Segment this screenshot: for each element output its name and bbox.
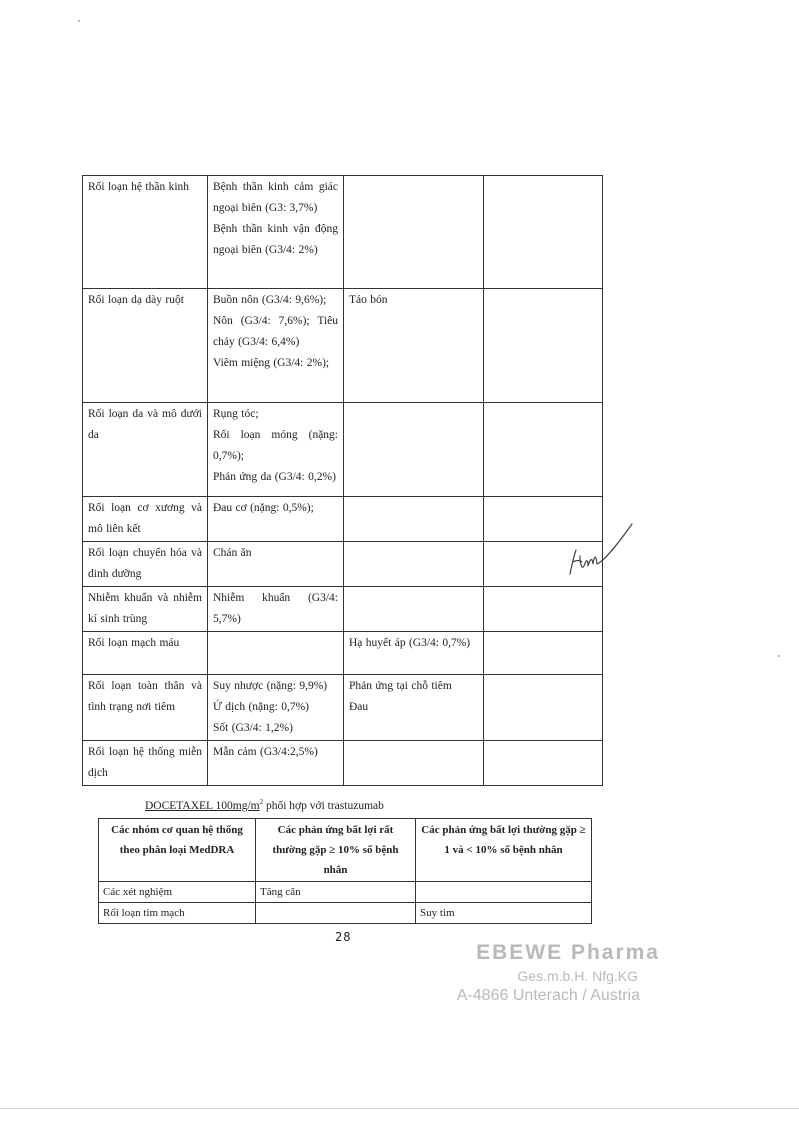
organ-class-cell: Rối loạn da và mô dưới da: [83, 403, 208, 497]
very-common-cell: Đau cơ (nặng: 0,5%);: [208, 497, 344, 542]
table-row: [83, 403, 603, 497]
scan-speck: [78, 20, 80, 22]
common-cell: [416, 882, 592, 903]
organ-class-cell: Rối loạn tim mạch: [99, 903, 256, 924]
very-common-cell: Buồn nôn (G3/4: 9,6%); Nôn (G3/4: 7,6%); Tiêu chảy (G3/4: 6,4%) Viêm miệng (G3/4: 2%);: [208, 289, 344, 403]
stamp-address: A-4866 Unterach / Austria: [456, 987, 640, 1004]
table-row: [83, 741, 603, 786]
organ-class-cell: Rối loạn chuyển hóa và dinh dưỡng: [83, 542, 208, 587]
very-common-cell: Bệnh thần kinh cảm giác ngoại biên (G3: 3,7%) Bệnh thần kinh vận động ngoại biên (G3/4: 2%): [208, 176, 344, 289]
organ-class-cell: Rối loạn hệ thống miễn dịch: [83, 741, 208, 786]
very-common-cell: Mẫn cảm (G3/4:2,5%): [208, 741, 344, 786]
scan-speck: [778, 655, 780, 657]
caption-drug-dose: DOCETAXEL 100mg/m: [145, 799, 260, 812]
organ-class-cell: Rối loạn hệ thần kinh: [83, 176, 208, 289]
organ-class-cell: Rối loạn toàn thân và tình trạng nơi tiêm: [83, 675, 208, 741]
very-common-cell: [256, 903, 416, 924]
table-row: [83, 587, 603, 632]
table-row: [99, 882, 592, 903]
table-row: [83, 497, 603, 542]
common-cell: Suy tim: [416, 903, 592, 924]
very-common-cell: Suy nhược (nặng: 9,9%) Ứ dịch (nặng: 0,7%) Sốt (G3/4: 1,2%): [208, 675, 344, 741]
company-stamp: [440, 940, 660, 1006]
table-header-row: [99, 819, 592, 882]
table-row: [83, 289, 603, 403]
table-row: [99, 903, 592, 924]
common-cell: [344, 497, 484, 542]
table-row: [83, 675, 603, 741]
scan-edge-line: [0, 1108, 799, 1109]
uncommon-cell: [484, 176, 603, 289]
very-common-cell: Nhiễm khuẩn (G3/4: 5,7%): [208, 587, 344, 632]
common-cell: [344, 542, 484, 587]
adverse-reactions-table: [82, 175, 603, 786]
caption-combination: phối hợp với trastuzumab: [263, 799, 384, 812]
trastuzumab-adverse-reactions-table: [98, 818, 592, 924]
common-cell: Phản ứng tại chỗ tiêm Đau: [344, 675, 484, 741]
page-number: 28: [335, 930, 352, 944]
caption-superscript: 2: [259, 798, 264, 806]
table-row: [83, 542, 603, 587]
uncommon-cell: [484, 403, 603, 497]
common-cell: [344, 587, 484, 632]
stamp-company-form: Ges.m.b.H. Nfg.KG: [517, 968, 638, 984]
very-common-cell: Tăng cân: [256, 882, 416, 903]
header-common: Các phản ứng bất lợi thường gặp ≥ 1 và < 10% số bệnh nhân: [416, 819, 592, 882]
uncommon-cell: [484, 587, 603, 632]
common-cell: [344, 741, 484, 786]
uncommon-cell: [484, 289, 603, 403]
uncommon-cell: [484, 675, 603, 741]
handwritten-signature: [566, 520, 636, 580]
stamp-company-name: EBEWE Pharma: [476, 941, 660, 964]
table-caption: [145, 798, 384, 812]
common-cell: Táo bón: [344, 289, 484, 403]
organ-class-cell: Rối loạn dạ dày ruột: [83, 289, 208, 403]
very-common-cell: Rụng tóc; Rối loạn móng (nặng: 0,7%); Phản ứng da (G3/4: 0,2%): [208, 403, 344, 497]
uncommon-cell: [484, 632, 603, 675]
common-cell: [344, 176, 484, 289]
organ-class-cell: Các xét nghiệm: [99, 882, 256, 903]
very-common-cell: [208, 632, 344, 675]
uncommon-cell: [484, 741, 603, 786]
table-row: [83, 176, 603, 289]
header-very-common: Các phản ứng bất lợi rất thường gặp ≥ 10% số bệnh nhân: [256, 819, 416, 882]
table-row: [83, 632, 603, 675]
header-organ-class: Các nhóm cơ quan hệ thống theo phân loại MedDRA: [99, 819, 256, 882]
common-cell: [344, 403, 484, 497]
adverse-reactions-table-body: [83, 176, 603, 786]
organ-class-cell: Nhiễm khuẩn và nhiễm kí sinh trùng: [83, 587, 208, 632]
very-common-cell: Chán ăn: [208, 542, 344, 587]
organ-class-cell: Rối loạn cơ xương và mô liên kết: [83, 497, 208, 542]
common-cell: Hạ huyết áp (G3/4: 0,7%): [344, 632, 484, 675]
organ-class-cell: Rối loạn mạch máu: [83, 632, 208, 675]
